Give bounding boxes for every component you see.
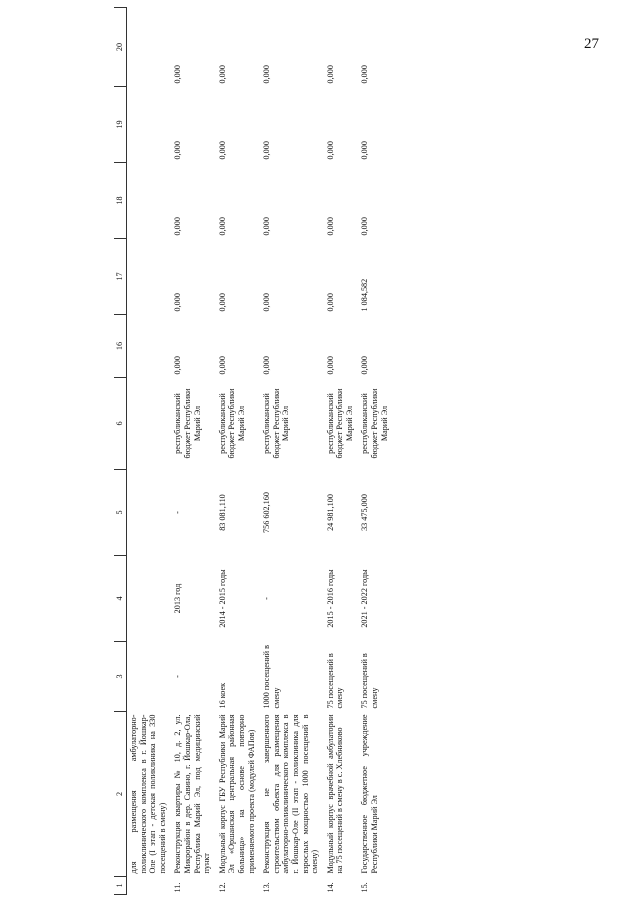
cost — [127, 470, 172, 556]
object-name: для размещения амбулаторно-поликлинического комплекса в г. Йошкар-Оле (I этап - детская поликлиника на 330 посещений в смену) — [129, 714, 167, 874]
col-header: 18 — [114, 163, 127, 239]
value-16: 0,000 — [262, 356, 272, 375]
value-20: 0,000 — [173, 65, 183, 84]
value-16 — [127, 315, 172, 378]
object-name: Модульный корпус ГБУ Республики Марий Эл «Оршанская центральная районная больница» на основе повторно применяемого проекта (модулей ФАПов) — [217, 714, 256, 874]
value-19: 0,000 — [173, 141, 183, 160]
col-header: 19 — [114, 87, 127, 163]
col-header: 6 — [114, 378, 127, 470]
period: - — [262, 597, 272, 600]
funding-source: республиканский бюджет Республики Марий Эл — [217, 388, 246, 459]
value-18: 0,000 — [325, 217, 335, 236]
row-number: 11. — [173, 882, 183, 893]
col-header: 2 — [114, 712, 127, 877]
value-19: 0,000 — [217, 141, 227, 160]
value-18: 0,000 — [262, 217, 272, 236]
value-19: 0,000 — [360, 141, 370, 160]
value-17: 0,000 — [173, 293, 183, 312]
table-row — [216, 8, 260, 895]
object-name: Реконструкция не завершенного строительством объекта для размещения амбулаторно-поликлинического комплекса в г. Йошкар-Оле (II этап - поликлиника для взрослых мощностью 1000 посещений в смену) — [262, 714, 320, 874]
col-header: 4 — [114, 556, 127, 642]
capacity: 75 посещений в смену — [360, 653, 380, 709]
table-row — [127, 8, 172, 895]
value-17: 0,000 — [262, 293, 272, 312]
capacity — [127, 642, 172, 712]
value-18: 0,000 — [173, 217, 183, 236]
row-number: 13. — [262, 882, 272, 893]
object-name: Реконструкция квартиры № 10, д. 2, ул. Микрорайон в дер. Савино, г. Йошкар-Ола, Республика Марий Эл, под медицинский пункт — [173, 714, 212, 874]
capacity: 1000 посещений в смену — [262, 645, 281, 709]
period: 2021 - 2022 годы — [360, 569, 370, 628]
table-row — [260, 8, 324, 895]
value-17: 0,000 — [217, 293, 227, 312]
col-header: 16 — [114, 315, 127, 378]
value-20: 0,000 — [360, 65, 370, 84]
funding-source: республиканский бюджет Республики Марий Эл — [325, 388, 354, 459]
period — [127, 556, 172, 642]
table-row — [324, 8, 359, 895]
value-18: 0,000 — [217, 217, 227, 236]
col-header: 1 — [114, 877, 127, 895]
value-20: 0,000 — [325, 65, 335, 84]
value-18 — [127, 163, 172, 239]
cost: 33 475,000 — [360, 494, 370, 531]
value-16: 0,000 — [325, 356, 335, 375]
col-header: 17 — [114, 239, 127, 315]
table-row — [171, 8, 215, 895]
object-name: Государственное бюджетное учреждение Республики Марий Эл — [360, 714, 380, 874]
value-19: 0,000 — [262, 141, 272, 160]
value-20: 0,000 — [262, 65, 272, 84]
funding-source: республиканский бюджет Республики Марий Эл — [173, 388, 202, 459]
col-header: 3 — [114, 642, 127, 712]
header-row — [114, 8, 127, 895]
row-number — [127, 877, 172, 895]
period: 2013 год — [173, 583, 183, 614]
object-name: Модульный корпус врачебной амбулатории на 75 посещений в смену в с. Хлебниково — [325, 714, 345, 874]
row-number: 14. — [325, 882, 335, 893]
value-20: 0,000 — [217, 65, 227, 84]
cost: 756 602,160 — [262, 492, 272, 533]
value-16: 0,000 — [173, 356, 183, 375]
funding-source: республиканский бюджет Республики Марий Эл — [262, 388, 291, 459]
table-row — [358, 8, 393, 895]
col-header: 5 — [114, 470, 127, 556]
period: 2014 - 2015 годы — [217, 569, 227, 628]
page-number: 27 — [584, 36, 599, 52]
capacity: 16 коек — [217, 682, 227, 709]
value-19 — [127, 87, 172, 163]
value-19: 0,000 — [325, 141, 335, 160]
col-header: 20 — [114, 8, 127, 87]
value-17: 0,000 — [325, 293, 335, 312]
value-17 — [127, 239, 172, 315]
row-number: 15. — [360, 882, 370, 893]
funding-source — [127, 378, 172, 470]
cost: 24 981,100 — [325, 494, 335, 531]
capacity: - — [173, 675, 183, 678]
cost: 83 081,110 — [217, 494, 227, 531]
capacity: 75 посещений в смену — [325, 653, 345, 709]
value-20 — [127, 8, 172, 87]
value-16: 0,000 — [217, 356, 227, 375]
investment-table — [114, 7, 393, 895]
value-17: 1 084,582 — [360, 278, 370, 312]
value-18: 0,000 — [360, 217, 370, 236]
value-16: 0,000 — [360, 356, 370, 375]
cost: - — [173, 511, 183, 514]
row-number: 12. — [217, 882, 227, 893]
funding-source: республиканский бюджет Республики Марий Эл — [360, 388, 389, 459]
period: 2015 - 2016 годы — [325, 569, 335, 628]
